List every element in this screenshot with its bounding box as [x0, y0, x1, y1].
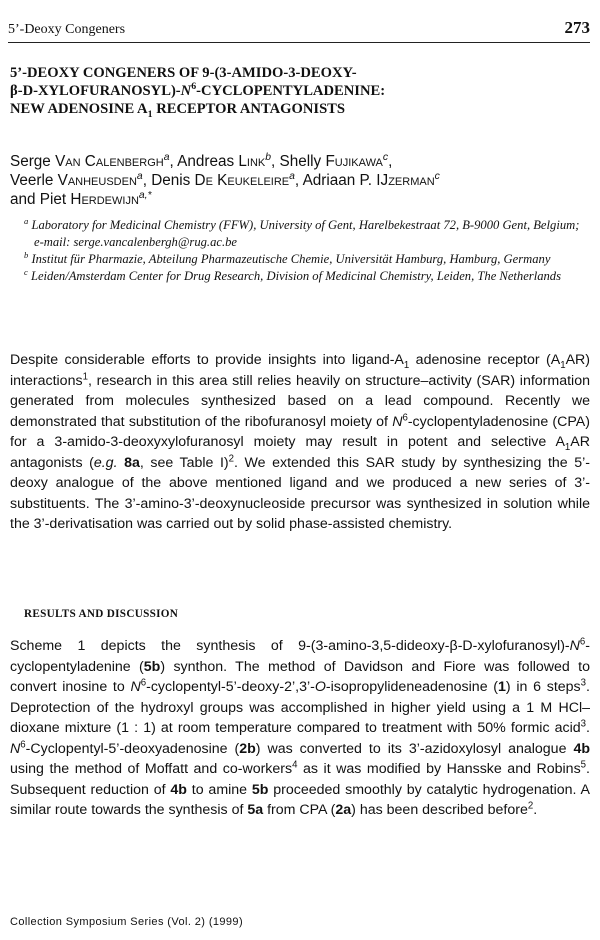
author: Denis De Keukeleire$^a$ [151, 170, 295, 189]
affiliations [24, 217, 590, 285]
intro-paragraph: Despite considerable efforts to provide insights into ligand-$A_1$ adenosine receptor $(A_1AR)$ interactions$^1$, research in this area still relies heavily on structure–activity (SAR) information generated from molecules synthesized based on a lead compound. Recently we demonstrated that substitution of the ribofuranosyl moiety of $N^6$-cyclopentyladenosine (CPA) for a 3-amido-3-deoxyxylofuranosyl moiety may result in potent and selective $A_1AR$ antagonists (e.g. 8a, see Table I)$^2$. We extended this SAR study by synthesizing the 5’-deoxy analogue of the above mentioned ligand and we produced a new series of 3’-substituents. The 3’-amino-3’-deoxynucleoside precursor was synthesized in solution while the 3’-derivatisation was carried out by solid phase-assisted chemistry. [10, 352, 591, 532]
author: Piet Herdewijn$^{a,*}$ [39, 189, 152, 208]
running-head-title: 5’-Deoxy Congeners [8, 22, 126, 37]
footer: Collection Symposium Series (Vol. 2) (1999) [10, 916, 244, 928]
author: Serge Van Calenbergh$^a$ [10, 151, 170, 170]
author: Adriaan P. IJzerman$^c$ [302, 170, 440, 189]
results-paragraph: Scheme 1 depicts the synthesis of $9-(3-amino-3,5-dideoxy-\beta-D-xylofuranosyl)-N^6$-cyclopentyladenine (5b) synthon. The method of Davidson and Fiore was followed to convert inosine to $N^6-cyclopentyl-5’-deoxy-2’,3’-O$-isopropylideneadenosine (1) in 6 steps$^3$. Deprotection of the hydroxyl groups was accomplished in higher yield using a 1 M HCl–dioxane mixture (1 : 1) at room temperature compared to treatment with 50% formic acid$^3$. $N^6-Cyclopentyl-5$’-deoxyadenosine (2b) was converted to its 3’-azidoxylosyl analogue 4b using the method of Moffatt and co-workers$^4$ as it was modified by Hansske and Robins$^5$. Subsequent reduction of 4b to amine 5b proceeded smoothly by catalytic hydrogenation. A similar route towards the synthesis of 5a from CPA (2a) has been described before$^2$. [10, 636, 590, 818]
affiliation: $^b$ Institut für Pharmazie, Abteilung Pharmazeutische Chemie, Universität Hamburg, Hamburg, Germany [24, 249, 551, 266]
affiliation: $^c$ Leiden/Amsterdam Center for Drug Research, Division of Medicinal Chemistry, Leiden, The Netherlands [24, 266, 561, 283]
section-heading: RESULTS AND DISCUSSION [24, 608, 179, 620]
author-list: Serge Van Calenbergh$^a$, Andreas Link$^b$, Shelly Fujikawa$^c$, Veerle Vanheusden$^a$, Denis De Keukeleire$^a$, Adriaan P. IJzerman$^c$ and Piet Herdewijn$^{a,*}$ [10, 151, 440, 208]
author: Veerle Vanheusden$^a$ [10, 170, 143, 189]
author: Shelly Fujikawa$^c$ [279, 151, 389, 170]
article-title: 5’-DEOXY CONGENERS OF 9-(3-AMIDO-3-DEOXY- $\beta-D-XYLOFURANOSYL)-N^6$-CYCLOPENTYLADENINE: NEW ADENOSINE $A_1$ RECEPTOR ANTAGONISTS [10, 65, 386, 120]
author: Andreas Link$^b$ [177, 151, 272, 170]
page-number: 273 [564, 18, 590, 37]
affiliation: $^a$ Laboratory for Medicinal Chemistry (FFW), University of Gent, Harelbekestraat 72, B-9000 Gent, Belgium; e-mail: serge.vancalenbergh@rug.ac.be [24, 215, 580, 249]
running-head [8, 18, 590, 43]
